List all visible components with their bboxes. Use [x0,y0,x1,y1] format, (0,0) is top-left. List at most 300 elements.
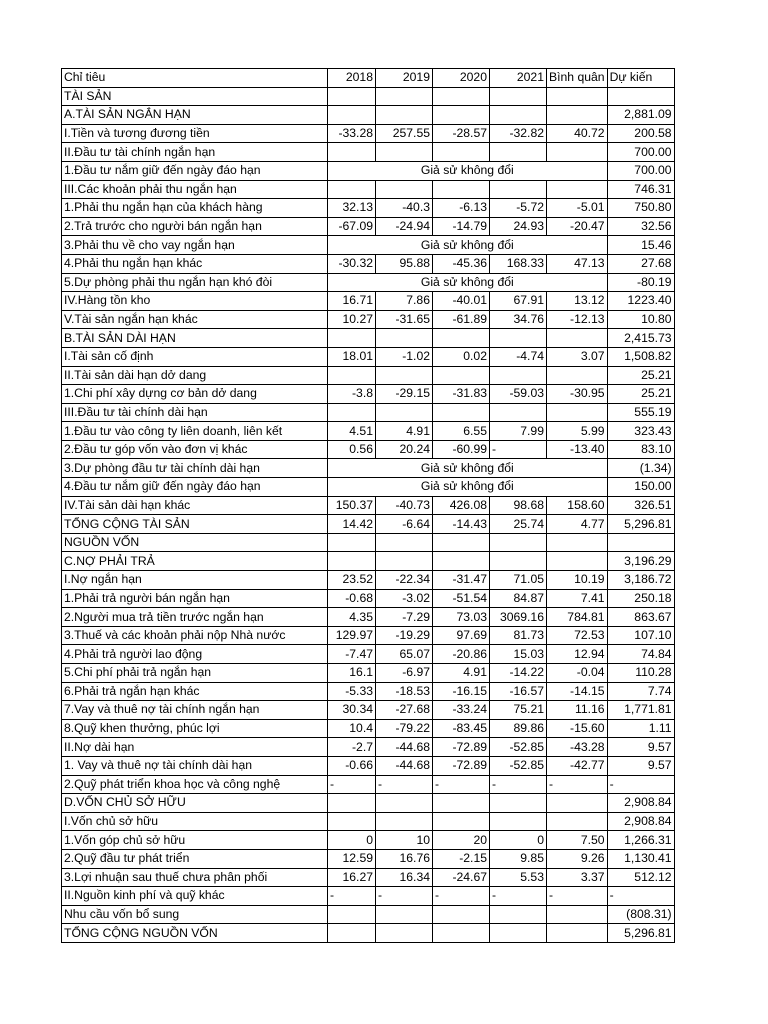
forecast-cell: 25.21 [607,366,674,385]
year-value-cell: 30.34 [328,701,376,720]
row-label: III.Các khoản phải thu ngắn hạn [62,180,328,199]
row-label: I.Tài sản cố định [62,347,328,366]
year-value-cell [328,924,376,943]
year-value-cell [376,143,433,162]
table-row [62,608,675,627]
row-label: 1.Phải thu ngắn hạn của khách hàng [62,199,328,218]
header-cell: 2020 [433,69,490,88]
year-value-cell [376,812,433,831]
row-label: IV.Tài sản dài hạn khác [62,496,328,515]
assumption-note: Giả sử không đổi [328,236,608,255]
row-label: 1.Vốn góp chủ sở hữu [62,831,328,850]
year-value-cell [328,552,376,571]
year-value-cell: 16.34 [376,868,433,887]
table-row [62,236,675,255]
year-value-cell: -16.15 [433,682,490,701]
row-label: I.Vốn chủ sở hữu [62,812,328,831]
year-value-cell [490,87,547,106]
year-value-cell: 84.87 [490,589,547,608]
year-value-cell [433,924,490,943]
average-cell: 9.26 [547,849,608,868]
year-value-cell [328,180,376,199]
year-value-cell [328,87,376,106]
year-value-cell: -27.68 [376,701,433,720]
year-value-cell: -52.85 [490,738,547,757]
year-value-cell: - [328,887,376,906]
year-value-cell: 10.27 [328,310,376,329]
year-value-cell: -0.66 [328,756,376,775]
forecast-cell: - [607,887,674,906]
year-value-cell: -79.22 [376,719,433,738]
year-value-cell: - [376,775,433,794]
table-row [62,849,675,868]
table-row [62,738,675,757]
year-value-cell [328,812,376,831]
average-cell: 5.99 [547,422,608,441]
year-value-cell: -72.89 [433,738,490,757]
year-value-cell [328,143,376,162]
table-row [62,775,675,794]
row-label: 4.Phải trả người lao động [62,645,328,664]
year-value-cell [490,106,547,125]
row-label: II.Tài sản dài hạn dở dang [62,366,328,385]
year-value-cell: -22.34 [376,571,433,590]
row-label: 4.Phải thu ngắn hạn khác [62,254,328,273]
table-row [62,347,675,366]
year-value-cell [433,533,490,552]
year-value-cell: - [490,440,547,459]
year-value-cell: -14.22 [490,664,547,683]
forecast-cell: 25.21 [607,385,674,404]
year-value-cell: 14.42 [328,515,376,534]
year-value-cell: 23.52 [328,571,376,590]
header-cell: Bình quân [547,69,608,88]
year-value-cell: -7.29 [376,608,433,627]
year-value-cell [328,905,376,924]
table-row [62,329,675,348]
assumption-note: Giả sử không đổi [328,478,608,497]
row-label: II.Nguồn kinh phí và quỹ khác [62,887,328,906]
year-value-cell: -2.7 [328,738,376,757]
year-value-cell [433,552,490,571]
average-cell: 7.50 [547,831,608,850]
year-value-cell [328,794,376,813]
row-label: 6.Phải trả ngắn hạn khác [62,682,328,701]
year-value-cell: -7.47 [328,645,376,664]
average-cell: 3.37 [547,868,608,887]
table-body [62,69,675,943]
row-label: I.Nợ ngắn hạn [62,571,328,590]
average-cell [547,180,608,199]
year-value-cell: - [328,775,376,794]
year-value-cell: -44.68 [376,756,433,775]
average-cell [547,794,608,813]
table-row [62,403,675,422]
year-value-cell [376,180,433,199]
forecast-cell: - [607,775,674,794]
table-row [62,682,675,701]
average-cell: 72.53 [547,626,608,645]
header-cell: Chỉ tiêu [62,69,328,88]
year-value-cell [328,329,376,348]
year-value-cell: 150.37 [328,496,376,515]
year-value-cell: -5.72 [490,199,547,218]
year-value-cell: -31.65 [376,310,433,329]
forecast-cell: 1,130.41 [607,849,674,868]
forecast-cell: 323.43 [607,422,674,441]
year-value-cell [433,366,490,385]
year-value-cell [433,905,490,924]
year-value-cell: 5.53 [490,868,547,887]
row-label: 1.Phải trả người bán ngắn hạn [62,589,328,608]
row-label: 4.Đầu tư nắm giữ đến ngày đáo hạn [62,478,328,497]
table-row [62,533,675,552]
forecast-cell: 700.00 [607,143,674,162]
forecast-cell: 1,266.31 [607,831,674,850]
row-label: B.TÀI SẢN DÀI HẠN [62,329,328,348]
table-row [62,756,675,775]
year-value-cell: 20.24 [376,440,433,459]
row-label: 7.Vay và thuê nợ tài chính ngắn hạn [62,701,328,720]
forecast-cell: 3,196.29 [607,552,674,571]
row-label: 3.Lợi nhuận sau thuế chưa phân phối [62,868,328,887]
forecast-cell: 15.46 [607,236,674,255]
year-value-cell: 98.68 [490,496,547,515]
table-row [62,868,675,887]
year-value-cell: - [433,887,490,906]
table-row [62,552,675,571]
forecast-cell: 150.00 [607,478,674,497]
table-row [62,440,675,459]
year-value-cell: 4.91 [433,664,490,683]
year-value-cell: 0.02 [433,347,490,366]
year-value-cell: 25.74 [490,515,547,534]
year-value-cell [490,924,547,943]
row-label: IV.Hàng tồn kho [62,292,328,311]
average-cell [547,533,608,552]
year-value-cell [376,403,433,422]
row-label: TÀI SẢN [62,87,328,106]
row-label: 3.Phải thu về cho vay ngắn hạn [62,236,328,255]
table-row [62,106,675,125]
forecast-cell: (1.34) [607,459,674,478]
year-value-cell: 89.86 [490,719,547,738]
forecast-cell: 9.57 [607,738,674,757]
table-row [62,366,675,385]
year-value-cell [376,905,433,924]
row-label: 3.Thuế và các khoản phải nộp Nhà nước [62,626,328,645]
forecast-cell: 1,771.81 [607,701,674,720]
table-row [62,589,675,608]
year-value-cell: -40.73 [376,496,433,515]
table-row [62,701,675,720]
year-value-cell: 15.03 [490,645,547,664]
year-value-cell: 97.69 [433,626,490,645]
year-value-cell [490,403,547,422]
year-value-cell: -83.45 [433,719,490,738]
average-cell: -20.47 [547,217,608,236]
average-cell: -5.01 [547,199,608,218]
year-value-cell: -16.57 [490,682,547,701]
average-cell: 47.13 [547,254,608,273]
average-cell [547,143,608,162]
year-value-cell: 3069.16 [490,608,547,627]
table-row [62,924,675,943]
row-label: 1.Đầu tư vào công ty liên doanh, liên kết [62,422,328,441]
year-value-cell: -60.99 [433,440,490,459]
year-value-cell: - [490,887,547,906]
average-cell: -43.28 [547,738,608,757]
forecast-cell: 1223.40 [607,292,674,311]
assumption-note: Giả sử không đổi [328,459,608,478]
row-label: 1.Chi phí xây dựng cơ bản dở dang [62,385,328,404]
year-value-cell [328,533,376,552]
year-value-cell [376,329,433,348]
table-row [62,254,675,273]
table-row [62,496,675,515]
year-value-cell: 0.56 [328,440,376,459]
year-value-cell: 9.85 [490,849,547,868]
row-label: 2.Đầu tư góp vốn vào đơn vị khác [62,440,328,459]
average-cell: 7.41 [547,589,608,608]
year-value-cell [376,924,433,943]
year-value-cell [433,794,490,813]
year-value-cell: -14.79 [433,217,490,236]
year-value-cell: 65.07 [376,645,433,664]
average-cell: 13.12 [547,292,608,311]
row-label: 2.Trả trước cho người bán ngắn hạn [62,217,328,236]
table-row [62,273,675,292]
table-row [62,515,675,534]
average-cell: 4.77 [547,515,608,534]
forecast-cell: 10.80 [607,310,674,329]
year-value-cell [328,366,376,385]
forecast-cell: 107.10 [607,626,674,645]
row-label: D.VỐN CHỦ SỞ HỮU [62,794,328,813]
table-row [62,217,675,236]
table-row [62,905,675,924]
year-value-cell: 32.13 [328,199,376,218]
row-label: 3.Dự phòng đầu tư tài chính dài hạn [62,459,328,478]
year-value-cell: -3.02 [376,589,433,608]
year-value-cell: -72.89 [433,756,490,775]
year-value-cell: -31.47 [433,571,490,590]
average-cell: -14.15 [547,682,608,701]
forecast-cell: 200.58 [607,124,674,143]
year-value-cell: -2.15 [433,849,490,868]
year-value-cell [328,106,376,125]
row-label: III.Đầu tư tài chính dài hạn [62,403,328,422]
row-label: Nhu cầu vốn bổ sung [62,905,328,924]
table-row [62,664,675,683]
year-value-cell: 16.1 [328,664,376,683]
header-cell: 2021 [490,69,547,88]
year-value-cell: -5.33 [328,682,376,701]
year-value-cell: 7.86 [376,292,433,311]
row-label: TỔNG CỘNG TÀI SẢN [62,515,328,534]
table-row [62,87,675,106]
year-value-cell: 12.59 [328,849,376,868]
year-value-cell: -28.57 [433,124,490,143]
table-row [62,887,675,906]
average-cell [547,366,608,385]
year-value-cell [328,403,376,422]
year-value-cell [376,106,433,125]
year-value-cell: -4.74 [490,347,547,366]
forecast-cell: 863.67 [607,608,674,627]
forecast-cell [607,87,674,106]
year-value-cell [490,794,547,813]
average-cell: 3.07 [547,347,608,366]
year-value-cell: -33.28 [328,124,376,143]
year-value-cell: 4.35 [328,608,376,627]
year-value-cell: 67.91 [490,292,547,311]
forecast-cell: 7.74 [607,682,674,701]
average-cell: - [547,775,608,794]
year-value-cell: -40.01 [433,292,490,311]
year-value-cell: -51.54 [433,589,490,608]
header-cell: 2019 [376,69,433,88]
table-row [62,422,675,441]
forecast-cell: 512.12 [607,868,674,887]
year-value-cell: 0 [328,831,376,850]
year-value-cell [433,329,490,348]
forecast-cell: 83.10 [607,440,674,459]
year-value-cell: 0 [490,831,547,850]
table-row [62,812,675,831]
average-cell [547,552,608,571]
year-value-cell: 71.05 [490,571,547,590]
table-row [62,180,675,199]
year-value-cell: -32.82 [490,124,547,143]
year-value-cell [490,329,547,348]
average-cell: -30.95 [547,385,608,404]
year-value-cell: -33.24 [433,701,490,720]
year-value-cell [376,794,433,813]
year-value-cell: 4.91 [376,422,433,441]
row-label: II.Đầu tư tài chính ngắn hạn [62,143,328,162]
forecast-cell: 750.80 [607,199,674,218]
table-row [62,124,675,143]
row-label: NGUỒN VỐN [62,533,328,552]
year-value-cell: 168.33 [490,254,547,273]
year-value-cell: -6.97 [376,664,433,683]
forecast-cell: 5,296.81 [607,515,674,534]
table-row [62,478,675,497]
forecast-cell: 27.68 [607,254,674,273]
average-cell: 784.81 [547,608,608,627]
year-value-cell: 73.03 [433,608,490,627]
table-row [62,719,675,738]
forecast-cell: (808.31) [607,905,674,924]
year-value-cell [490,905,547,924]
row-label: 8.Quỹ khen thưởng, phúc lợi [62,719,328,738]
year-value-cell [490,552,547,571]
year-value-cell: 10 [376,831,433,850]
forecast-cell: 2,908.84 [607,794,674,813]
forecast-cell: 32.56 [607,217,674,236]
year-value-cell: -61.89 [433,310,490,329]
assumption-note: Giả sử không đổi [328,273,608,292]
table-row [62,571,675,590]
header-cell: Dự kiến [607,69,674,88]
forecast-cell: 555.19 [607,403,674,422]
year-value-cell: -45.36 [433,254,490,273]
row-label: 1. Vay và thuê nợ tài chính dài hạn [62,756,328,775]
balance-sheet-table [61,68,675,943]
forecast-cell: 5,296.81 [607,924,674,943]
year-value-cell [490,533,547,552]
row-label: A.TÀI SẢN NGẮN HẠN [62,106,328,125]
year-value-cell: 6.55 [433,422,490,441]
year-value-cell: -59.03 [490,385,547,404]
average-cell [547,905,608,924]
year-value-cell: -52.85 [490,756,547,775]
average-cell: - [547,887,608,906]
forecast-cell: 74.84 [607,645,674,664]
year-value-cell [490,366,547,385]
average-cell [547,403,608,422]
row-label: 2.Người mua trả tiền trước ngắn hạn [62,608,328,627]
table-row [62,831,675,850]
average-cell [547,812,608,831]
average-cell: -0.04 [547,664,608,683]
table-row [62,645,675,664]
year-value-cell: 257.55 [376,124,433,143]
year-value-cell: -67.09 [328,217,376,236]
row-label: C.NỢ PHẢI TRẢ [62,552,328,571]
year-value-cell: -44.68 [376,738,433,757]
row-label: 5.Dự phòng phải thu ngắn hạn khó đòi [62,273,328,292]
year-value-cell [490,143,547,162]
year-value-cell: -6.64 [376,515,433,534]
table-row [62,626,675,645]
year-value-cell: 34.76 [490,310,547,329]
average-cell: -12.13 [547,310,608,329]
year-value-cell: 10.4 [328,719,376,738]
year-value-cell: -18.53 [376,682,433,701]
average-cell: 12.94 [547,645,608,664]
forecast-cell: 326.51 [607,496,674,515]
table-row [62,199,675,218]
average-cell [547,329,608,348]
year-value-cell: 129.97 [328,626,376,645]
table-row [62,459,675,478]
year-value-cell [376,552,433,571]
year-value-cell: -24.67 [433,868,490,887]
year-value-cell: - [490,775,547,794]
forecast-cell: 250.18 [607,589,674,608]
year-value-cell: 7.99 [490,422,547,441]
header-cell: 2018 [328,69,376,88]
table-row [62,385,675,404]
forecast-cell: 110.28 [607,664,674,683]
year-value-cell [433,180,490,199]
year-value-cell: -0.68 [328,589,376,608]
year-value-cell: -40.3 [376,199,433,218]
year-value-cell: 24.93 [490,217,547,236]
row-label: I.Tiền và tương đương tiền [62,124,328,143]
average-cell: 158.60 [547,496,608,515]
header-row [62,69,675,88]
average-cell: -15.60 [547,719,608,738]
forecast-cell: -80.19 [607,273,674,292]
year-value-cell [433,403,490,422]
table-row [62,310,675,329]
row-label: II.Nợ dài hạn [62,738,328,757]
forecast-cell [607,533,674,552]
year-value-cell [433,143,490,162]
